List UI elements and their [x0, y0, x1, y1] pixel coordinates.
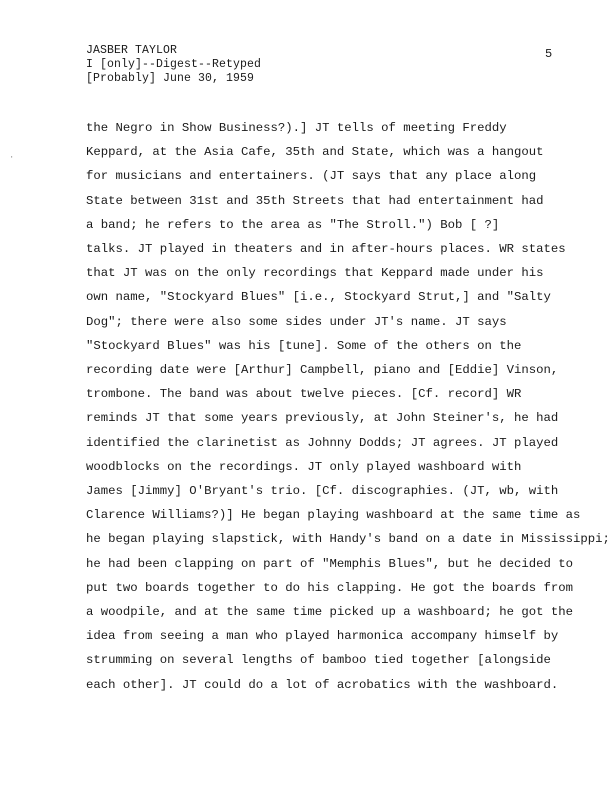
transcript-line: own name, "Stockyard Blues" [i.e., Stockyard Strut,] and "Salty: [86, 290, 551, 305]
transcript-line: reminds JT that some years previously, at John Steiner's, he had: [86, 411, 559, 426]
transcript-line: that JT was on the only recordings that Keppard made under his: [86, 266, 544, 281]
transcript-line: a band; he refers to the area as "The Stroll.") Bob [ ?]: [86, 217, 500, 232]
transcript-line: the Negro in Show Business?).] JT tells of meeting Freddy: [86, 121, 507, 135]
transcript-line: talks. JT played in theaters and in after-hours places. WR states: [86, 242, 566, 257]
transcript-line: he began playing slapstick, with Handy's band on a date in Mississippi;: [86, 532, 610, 547]
transcript-line: for musicians and entertainers. (JT says that any place along: [86, 169, 537, 184]
transcript-line: a woodpile, and at the same time picked up a washboard; he got the: [86, 605, 574, 620]
transcript-line: identified the clarinetist as Johnny Dodds; JT agrees. JT played: [86, 435, 559, 450]
transcript-line: each other]. JT could do a lot of acrobatics with the washboard.: [86, 677, 559, 692]
transcript-line: he had been clapping on part of "Memphis Blues", but he decided to: [86, 556, 574, 571]
transcript-line: woodblocks on the recordings. JT only played washboard with: [86, 459, 522, 474]
transcript-line: Clarence Williams?)] He began playing washboard at the same time as: [86, 508, 581, 523]
document-header: [86, 44, 261, 86]
transcript-line: put two boards together to do his clapping. He got the boards from: [86, 580, 574, 595]
header-date: [Probably] June 30, 1959: [86, 72, 255, 85]
transcript-line: State between 31st and 35th Streets that had entertainment had: [86, 193, 544, 208]
transcript-line: trombone. The band was about twelve pieces. [Cf. record] WR: [86, 387, 522, 402]
transcript-line: "Stockyard Blues" was his [tune]. Some of the others on the: [86, 338, 522, 353]
transcript-line: James [Jimmy] O'Bryant's trio. [Cf. discographies. (JT, wb, with: [86, 484, 559, 499]
transcript-body: [86, 116, 610, 697]
margin-mark: ⋅: [9, 153, 15, 163]
header-name: JASBER TAYLOR: [86, 44, 178, 57]
transcript-line: Keppard, at the Asia Cafe, 35th and State, which was a hangout: [86, 145, 544, 160]
transcript-line: recording date were [Arthur] Campbell, piano and [Eddie] Vinson,: [86, 363, 559, 378]
transcript-line: Dog"; there were also some sides under JT's name. JT says: [86, 314, 507, 329]
transcript-line: idea from seeing a man who played harmonica accompany himself by: [86, 629, 559, 644]
header-reel: I [only]--Digest--Retyped: [86, 58, 262, 71]
transcript-line: strumming on several lengths of bamboo tied together [alongside: [86, 653, 551, 668]
page-number: 5: [545, 47, 553, 61]
